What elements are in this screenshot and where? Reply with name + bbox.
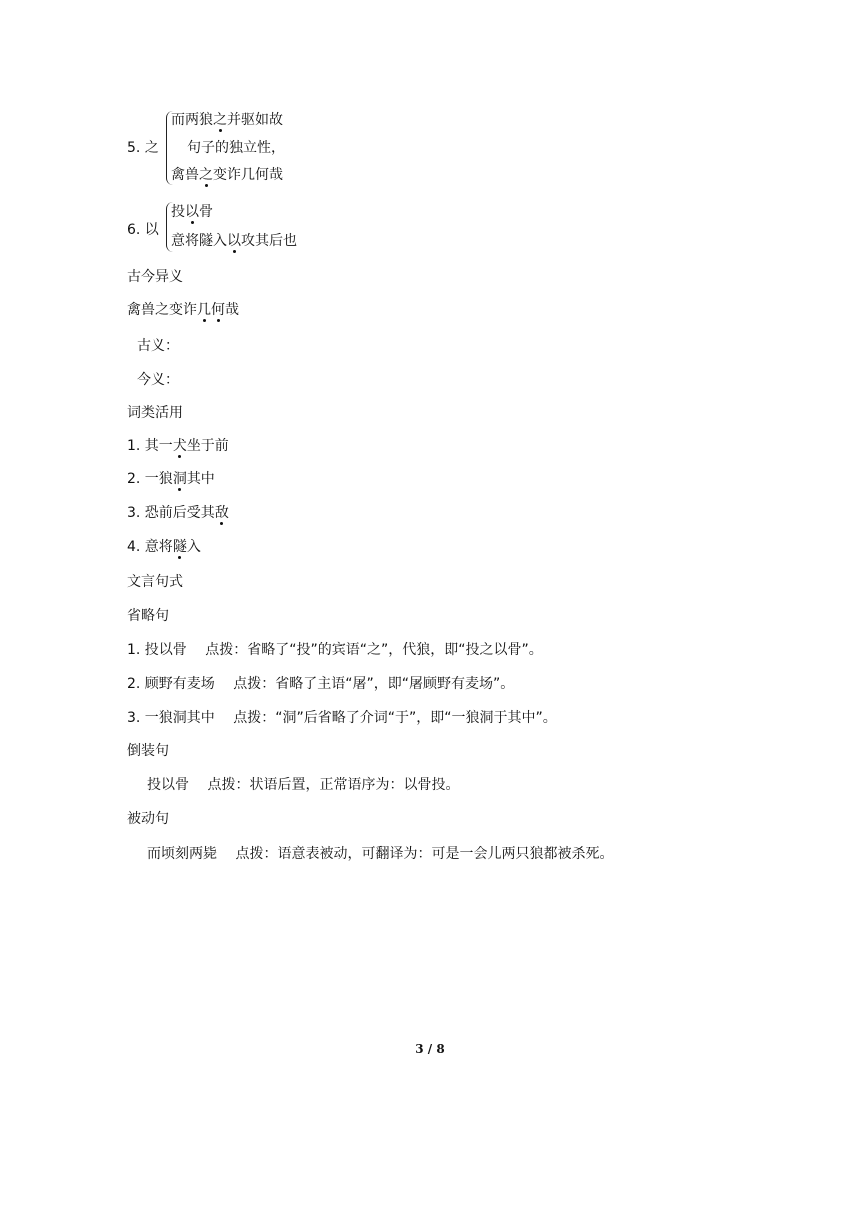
cilei-heading: 词类活用 xyxy=(127,405,183,421)
cilei-item-4: 4. 意将隧入 xyxy=(127,539,201,555)
shenglue-item-1: 1. 投以骨 点拨：省略了“投”的宾语“之”，代狼，即“投之以骨”。 xyxy=(127,642,543,658)
gujin-heading: 古今异义 xyxy=(127,269,183,285)
item5-line1: 而两狼之并驱如故 xyxy=(171,112,283,128)
wenyan-heading: 文言句式 xyxy=(127,574,183,590)
item6-line1: 投以骨 xyxy=(171,204,213,220)
shenglue-item-3: 3. 一狼洞其中 点拨：“洞”后省略了介词“于”，即“一狼洞于其中”。 xyxy=(127,710,557,726)
cilei-item-2: 2. 一狼洞其中 xyxy=(127,471,215,487)
gujin-sentence: 禽兽之变诈几何哉 xyxy=(127,302,239,318)
item5-line2: 句子的独立性， xyxy=(187,140,285,156)
guyi-label: 古义： xyxy=(137,338,179,354)
beidong-heading: 被动句 xyxy=(127,811,169,827)
daozhuang-heading: 倒装句 xyxy=(127,743,169,759)
daozhuang-text: 投以骨 点拨：状语后置，正常语序为：以骨投。 xyxy=(147,777,460,793)
page-number: 3 / 8 xyxy=(415,1042,445,1056)
item5-label: 5. 之 xyxy=(127,140,159,156)
item6-line2: 意将隧入以攻其后也 xyxy=(171,233,297,249)
jinyi-label: 今义： xyxy=(137,372,179,388)
cilei-item-1: 1. 其一犬坐于前 xyxy=(127,438,229,454)
shenglue-heading: 省略句 xyxy=(127,608,169,624)
shenglue-item-2: 2. 顾野有麦场 点拨：省略了主语“屠”，即“屠顾野有麦场”。 xyxy=(127,676,515,692)
item5-line3: 禽兽之变诈几何哉 xyxy=(171,167,283,183)
cilei-item-3: 3. 恐前后受其敌 xyxy=(127,505,229,521)
beidong-text: 而顷刻两毙 点拨：语意表被动，可翻译为：可是一会儿两只狼都被杀死。 xyxy=(147,846,614,862)
item6-label: 6. 以 xyxy=(127,222,159,238)
